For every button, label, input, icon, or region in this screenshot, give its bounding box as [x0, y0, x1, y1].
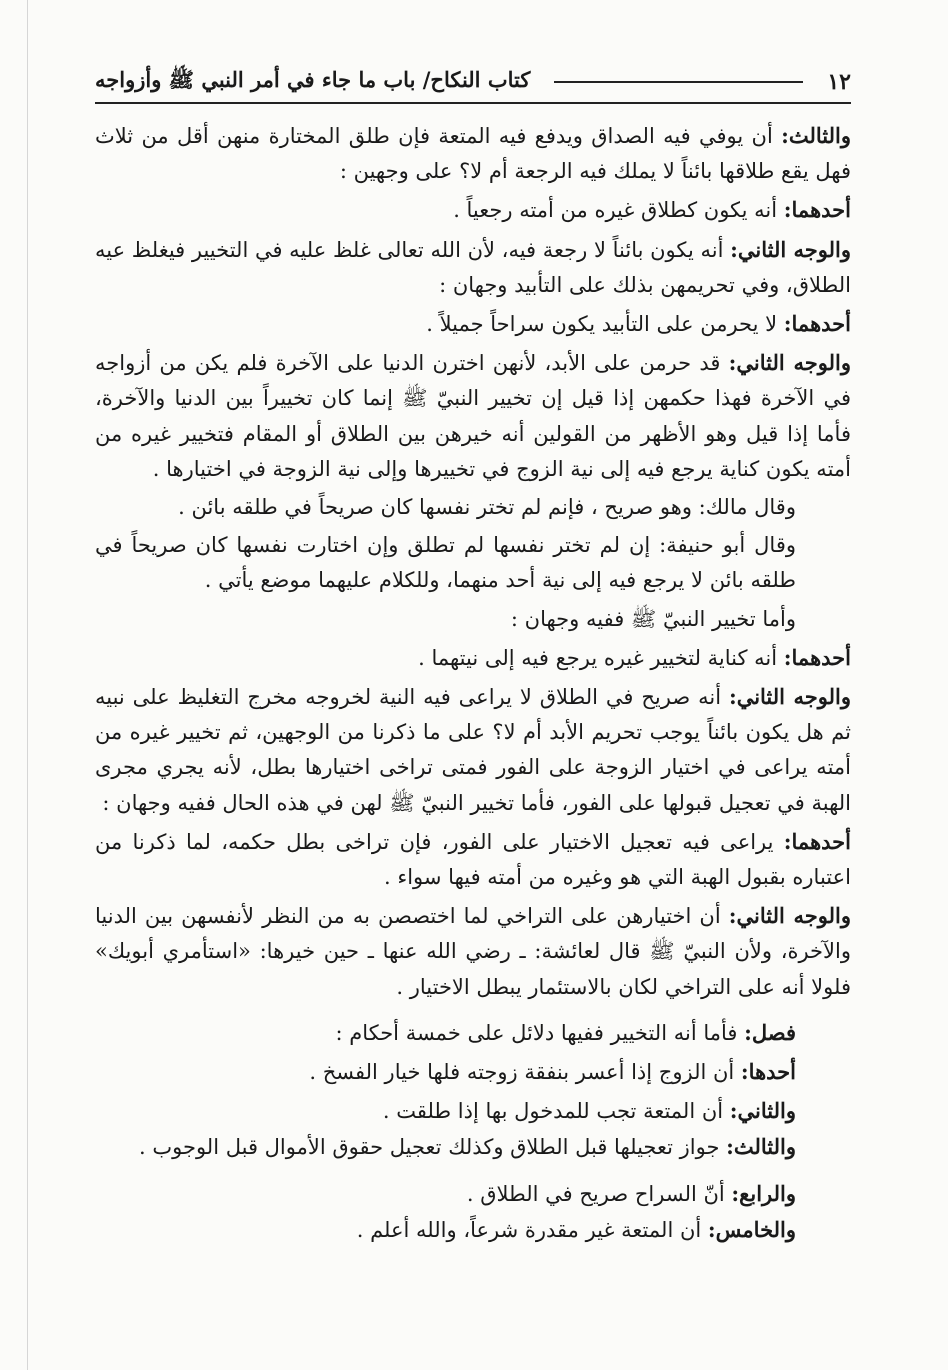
page-number: ١٢ — [827, 69, 851, 95]
paragraph — [95, 232, 851, 303]
paragraph — [95, 528, 851, 598]
list-item — [95, 1093, 851, 1129]
section-heading — [95, 1015, 851, 1051]
paragraph-text: وأما تخيير النبيّ ﷺ ففيه وجهان : — [510, 606, 796, 631]
paragraph — [95, 898, 851, 1005]
paragraph-label: والوجه الثاني: — [728, 903, 852, 929]
paragraph-text: وقال أبو حنيفة: إن لم تختر نفسها لم تطلق وإن اختارت نفسها كان صريحاً في طلقه بائن لا يرجع فيه إلى نية أحد منهما، وللكلام عليهما موضع يأتي . — [95, 533, 796, 593]
paragraph — [95, 192, 851, 228]
paragraph-label: والوجه الثاني: — [728, 684, 852, 710]
paragraph-text: أن المتعة غير مقدرة شرعاً، والله أعلم . — [356, 1217, 708, 1242]
paragraph-label: أحدهما: — [783, 644, 851, 670]
list-item — [95, 1054, 851, 1090]
paragraph-label: أحدهما: — [783, 311, 851, 337]
list-item — [95, 1129, 851, 1165]
paragraph-label: أحدهما: — [783, 197, 851, 223]
paragraph — [95, 490, 851, 525]
paragraph-text: أنّ السراح صريح في الطلاق . — [466, 1181, 732, 1206]
paragraph-text: أنه كناية لتخيير غيره يرجع فيه إلى نيتهما . — [418, 645, 784, 670]
paragraph-text: قد حرمن على الأبد، لأنهن اخترن الدنيا على الآخرة فلم يكن من أزواجه في الآخرة فهذا حكمهن إذا قيل إن تخيير النبيّ ﷺ إنما كان تخييراً بين الدنيا والآخرة، فأما إذا قيل وهو الأظهر من القولين أنه خيرهن بين الطلاق أو المقام فتخيير غيره من أمته يكون كناية يرجع فيه إلى نية الزوج في تخييرها وإلى نية الزوجة في اختيارها . — [95, 351, 851, 481]
paragraph-text: أنه يكون بائناً لا رجعة فيه، لأن الله تعالى غلظ عليه في التخيير فيغلظ عيه الطلاق، وفي تحريمهن بذلك على التأبيد وجهان : — [95, 237, 851, 297]
paragraph-text: أنه يكون كطلاق غيره من أمته رجعياً . — [453, 198, 784, 223]
paragraph — [95, 824, 851, 895]
paragraph-text: أن اختيارهن على التراخي لما اختصصن به من النظر لأنفسهن بين الدنيا والآخرة، ولأن النبيّ ﷺ قال لعائشة: ـ رضي الله عنها ـ حين خيرها: «استأمري أبويك» فلولا أنه على التراخي لكان بالاستئمار يبطل الاختيار . — [95, 904, 851, 999]
paragraph-text: لا يحرمن على التأبيد يكون سراحاً جميلاً . — [426, 312, 784, 337]
paragraph-text: أنه صريح في الطلاق لا يراعى فيه النية لخروجه مخرج التغليظ على نبيه ثم هل يكون بائناً يوجب تحريم الأبد أم لا؟ على ما ذكرنا من الوجهين، ثم تخيير غيره من أمته يراعى في اختيار الزوجة على الفور فمتى تراخى اختيارها بطل، لأنه يجري مجرى الهبة في تعجيل قبولها على الفور، فأما تخيير النبيّ ﷺ لهن في هذه الحال ففيه وجهان : — [95, 685, 851, 815]
paragraph — [95, 118, 851, 189]
paragraph-text: أن الزوج إذا أعسر بنفقة زوجته فلها خيار الفسخ . — [309, 1060, 741, 1085]
paragraph-text: أن المتعة تجب للمدخول بها إذا طلقت . — [382, 1099, 730, 1124]
page-body — [95, 118, 851, 1251]
paragraph-label: والوجه الثاني: — [730, 236, 852, 262]
paragraph-label: فصل: — [744, 1019, 796, 1045]
paragraph-label: والخامس: — [707, 1216, 796, 1242]
paragraph — [95, 679, 851, 821]
list-item — [95, 1176, 851, 1212]
paragraph-label: والثالث: — [726, 1134, 796, 1160]
paragraph-label: والرابع: — [731, 1180, 796, 1206]
paragraph-text: جواز تعجيلها قبل الطلاق وكذلك تعجيل حقوق الأموال قبل الوجوب . — [139, 1135, 727, 1160]
paragraph-label: والوجه الثاني: — [728, 350, 851, 376]
paragraph-text: أن يوفي فيه الصداق ويدفع فيه المتعة فإن طلق المختارة منهن أقل من ثلاث فهل يقع طلاقها بائناً لا يملك فيه الرجعة أم لا؟ على وجهين : — [95, 124, 851, 184]
paragraph-text: فأما أنه التخيير ففيها دلائل على خمسة أحكام : — [335, 1020, 745, 1045]
paragraph — [95, 345, 851, 487]
list-item — [95, 1212, 851, 1248]
paragraph-text: وقال مالك: وهو صريح ، فإنم لم تختر نفسها كان صريحاً في طلقه بائن . — [178, 495, 796, 520]
paragraph-label: أحدها: — [740, 1059, 796, 1085]
paragraph — [95, 602, 851, 637]
paragraph-label: والثاني: — [729, 1098, 796, 1124]
paragraph-label: أحدهما: — [783, 828, 851, 854]
header-rule — [554, 81, 803, 83]
running-title: كتاب النكاح/ باب ما جاء في أمر النبي ﷺ وأزواجه — [95, 66, 531, 92]
paragraph — [95, 640, 851, 676]
paragraph-label: والثالث: — [781, 123, 851, 148]
running-header — [95, 62, 851, 104]
paragraph-text: يراعى فيه تعجيل الاختيار على الفور، فإن تراخى بطل حكمه، لما ذكرنا من اعتباره بقبول الهبة التي هو وغيره من أمته فيها سواء . — [95, 829, 851, 890]
page-edge-line — [27, 0, 28, 1370]
paragraph — [95, 306, 851, 342]
